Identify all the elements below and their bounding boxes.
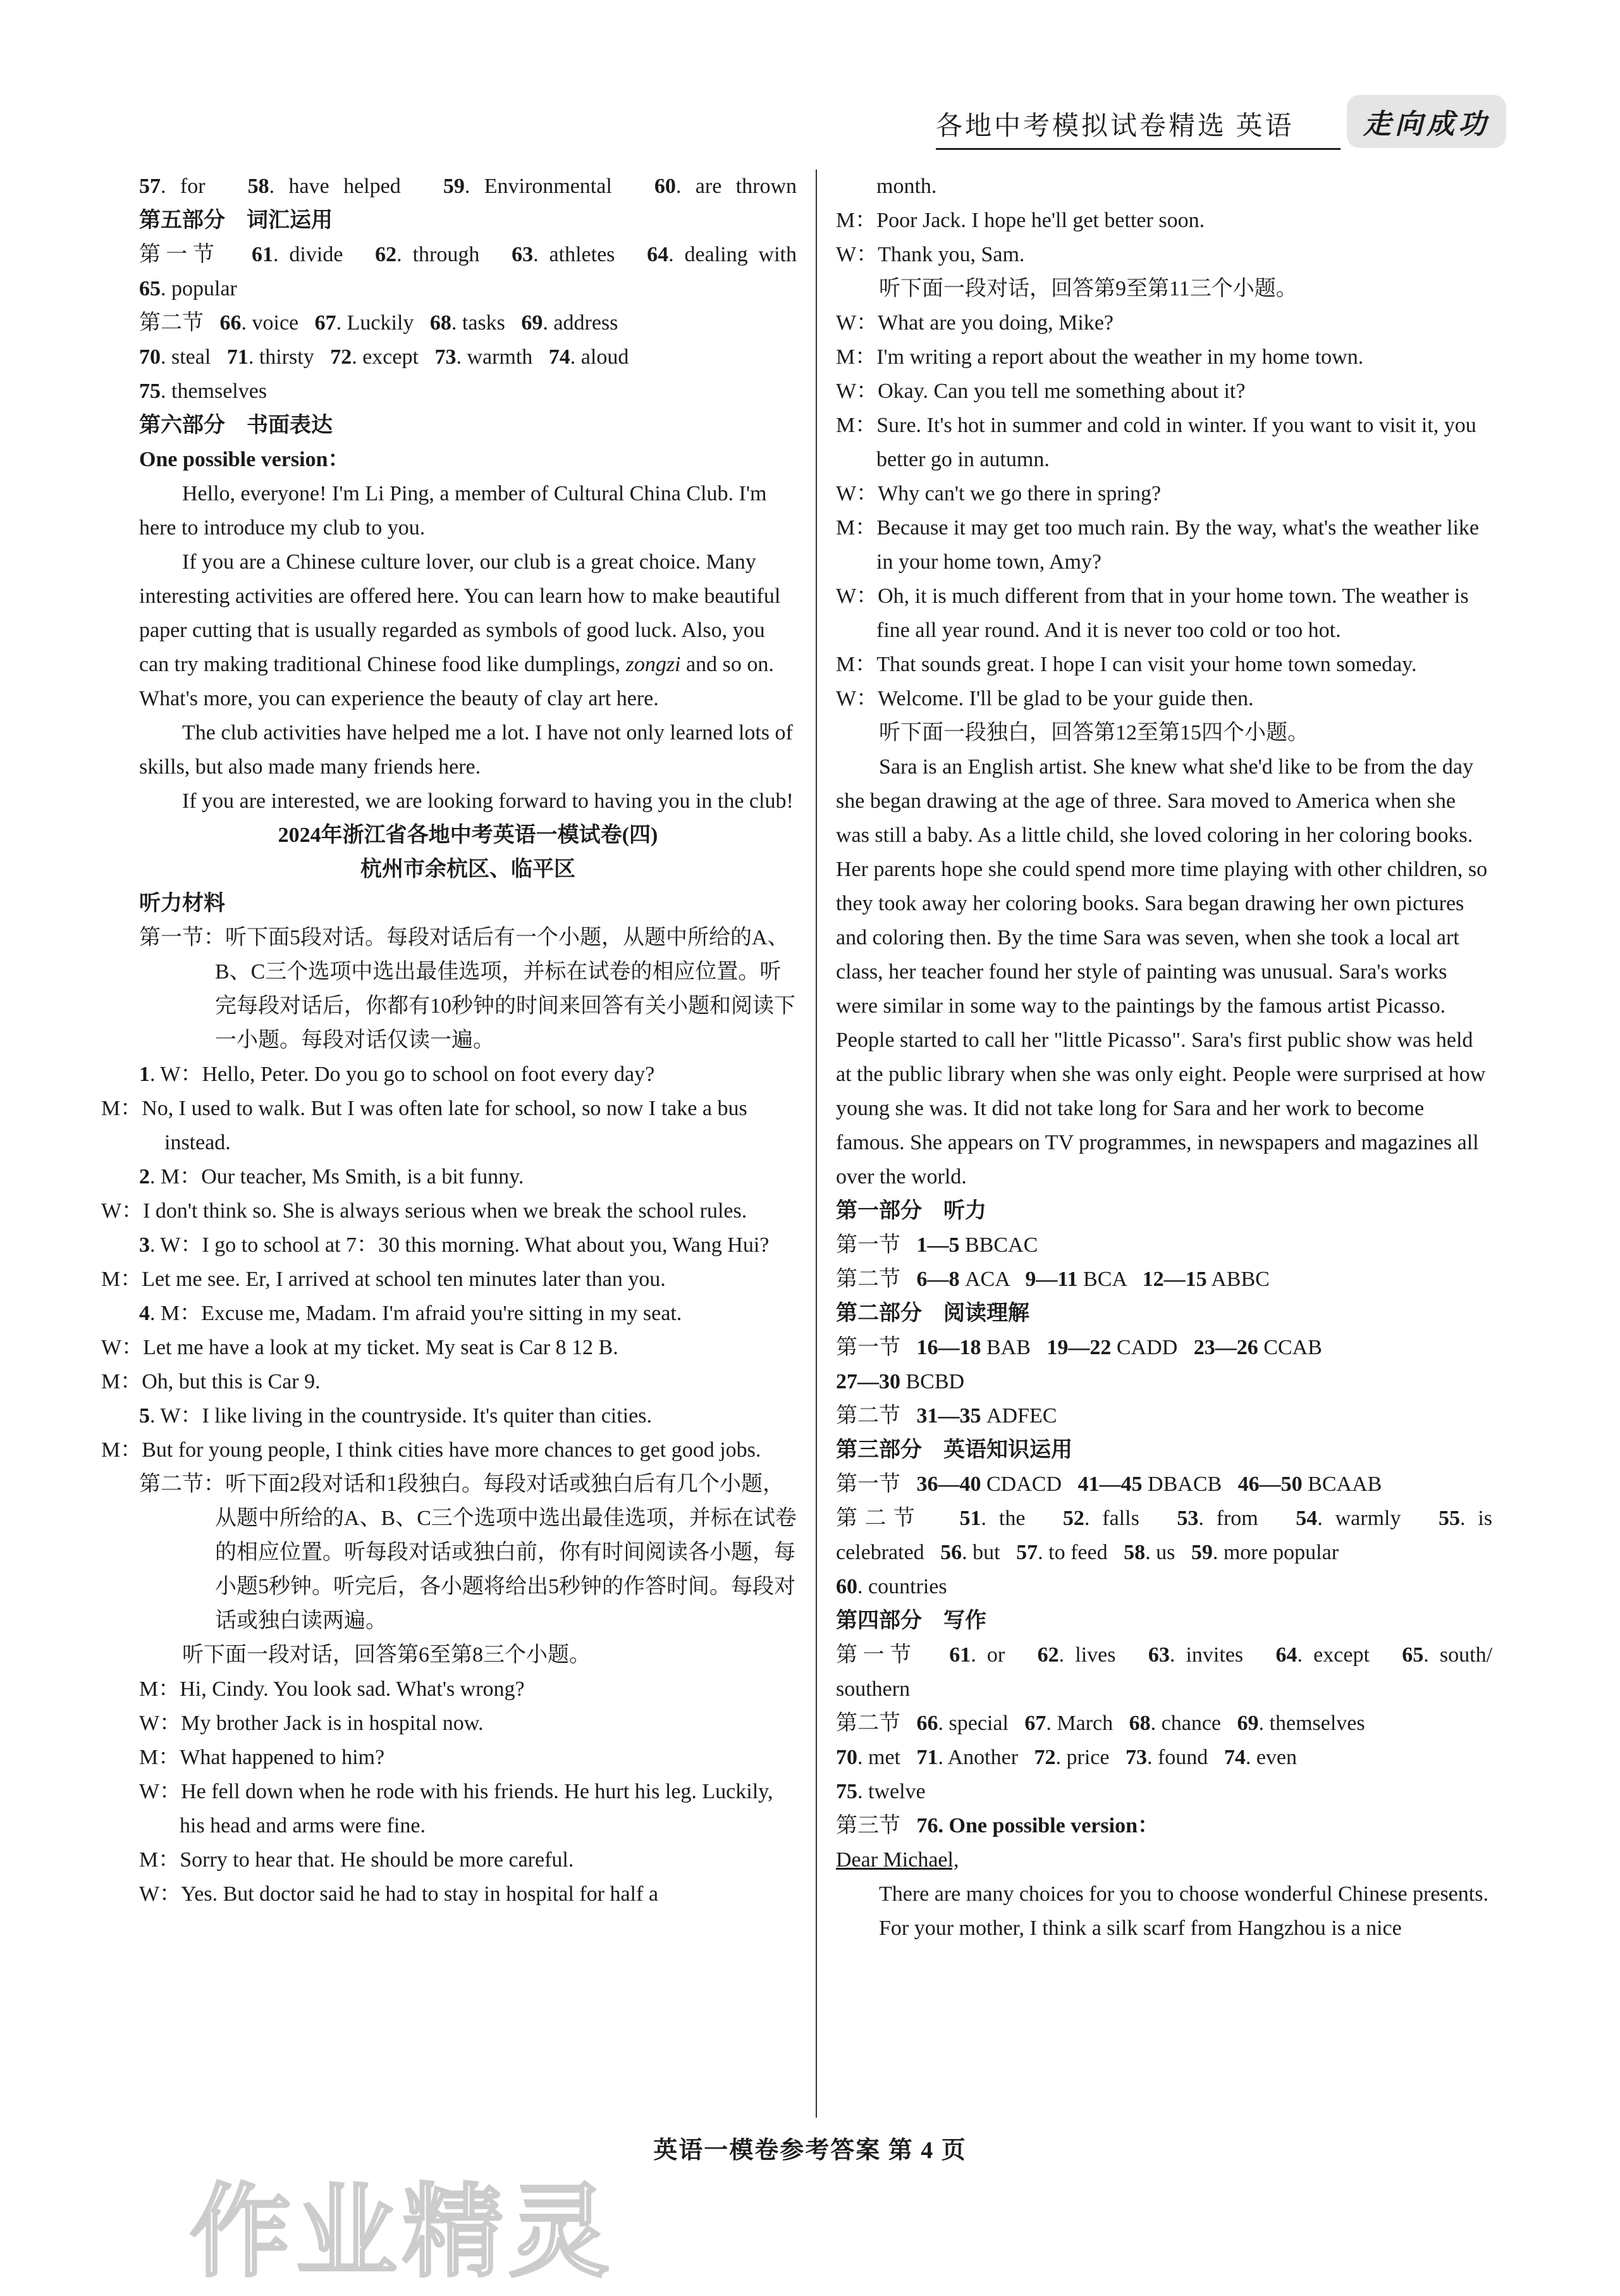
left-column-line: 听力材料 <box>139 892 225 915</box>
left-column-line: 1. W：Hello, Peter. Do you go to school on foot every day? <box>139 1063 655 1086</box>
right-column-line: 第四部分 写作 <box>836 1609 986 1633</box>
left-column-line: 第一节：听下面5段对话。每段对话后有一个小题，从题中所给的A、B、C三个选项中选出最佳选项，并标在试卷的相应位置。听完每段对话后，你都有10秒钟的时间来回答有关小题和阅读下一小题。每段对话仅读一遍。 <box>139 926 795 1052</box>
left-column-line: One possible version： <box>139 448 350 471</box>
right-column-line: 第一节 1—5 BBCAC <box>836 1233 1038 1257</box>
left-column-line: W：My brother Jack is in hospital now. <box>139 1712 484 1735</box>
right-column-line: W：Thank you, Sam. <box>836 243 1025 266</box>
right-column-line: Sara is an English artist. She knew what she'd like to be from the day she began drawing at the age of three. Sara moved to America when she was still a baby. As a little child, she loved coloring in her coloring books. Her parents hope she could spend more time playing with other children, so they took away her coloring books. Sara began drawing her own pictures and coloring then. By the time Sara was seven, when she took a local art class, her teacher found her style of painting was unusual. Sara's works were similar in some way to the paintings by the famous artist Picasso. People started to call her "little Picasso". Sara's first public show was held at the public library when she was only eight. People were surprised at how young she was. It did not take long for Sara and her work to become famous. She appears on TV programmes, in newspapers and magazines all over the world. <box>836 755 1488 1188</box>
left-column-line: Hello, everyone! I'm Li Ping, a member of Cultural China Club. I'm here to introduce my club to you. <box>139 482 767 540</box>
right-column-line: 第三节 76. One possible version： <box>836 1814 1159 1837</box>
right-column-line: M：I'm writing a report about the weather in my home town. <box>836 345 1364 369</box>
right-column-line: 第二节 51. the 52. falls 53. from 54. warmly 55. is <box>836 1507 1492 1530</box>
left-column-line: 第六部分 书面表达 <box>139 414 333 437</box>
right-column <box>836 170 1492 1946</box>
right-column-line: For your mother, I think a silk scarf from Hangzhou is a nice <box>879 1916 1402 1940</box>
left-column-line: 第五部分 词汇运用 <box>139 209 333 232</box>
right-column-line: 第一节 61. or 62. lives 63. invites 64. except 65. south/ <box>836 1643 1493 1667</box>
left-column-line: 3. W：I go to school at 7：30 this morning. What about you, Wang Hui? <box>139 1233 770 1257</box>
header-title: 各地中考模拟试卷精选 英语 <box>936 112 1294 141</box>
right-column-line: 第一部分 听力 <box>836 1199 986 1223</box>
left-column-line: W：Yes. But doctor said he had to stay in hospital for half a <box>139 1882 658 1906</box>
right-column-line: 第二节 6—8 ACA 9—11 BCA 12—15 ABBC <box>836 1268 1270 1291</box>
right-column-line: 第二部分 阅读理解 <box>836 1302 1029 1325</box>
left-column-line: W：He fell down when he rode with his friends. He hurt his leg. Luckily, his head and arms were fine. <box>139 1780 773 1837</box>
left-column-line: 第二节：听下面2段对话和1段独白。每段对话或独白后有几个小题，从题中所给的A、B、C三个选项中选出最佳选项，并标在试卷的相应位置。听每段对话或独白前，你有时间阅读各小题，每小题5秒钟。听完后，各小题将给出5秒钟的作答时间。每段对话或独白读两遍。 <box>139 1472 797 1633</box>
left-column-line: 75. themselves <box>139 380 267 403</box>
header-rule <box>936 148 1341 150</box>
left-column-line: 2024年浙江省各地中考英语一模试卷(四) <box>278 824 658 847</box>
left-column-line: 第一节 61. divide 62. through 63. athletes 64. dealing with <box>139 243 797 266</box>
right-column-line: W：Oh, it is much different from that in your home town. The weather is fine all year round. And it is never too cold or too hot. <box>836 584 1469 642</box>
left-column-line: If you are a Chinese culture lover, our club is a great choice. Many interesting activities are offered here. You can learn how to make beautiful paper cutting that is usually regarded as symbols of good luck. Also, you can try making traditional Chinese food like dumplings, zongzi and so on. What's more, you can experience the beauty of clay art here. <box>139 550 781 710</box>
right-column-line: 第一节 16—18 BAB 19—22 CADD 23—26 CCAB <box>836 1336 1322 1359</box>
right-column-line: M：Because it may get too much rain. By the way, what's the weather like in your home town, Amy? <box>836 516 1480 574</box>
left-column-line: 2. M：Our teacher, Ms Smith, is a bit funny. <box>139 1165 524 1188</box>
left-column-line: 70. steal 71. thirsty 72. except 73. warmth 74. aloud <box>139 345 629 369</box>
left-column-line: M：Let me see. Er, I arrived at school ten minutes later than you. <box>101 1268 666 1291</box>
left-column <box>101 170 797 1911</box>
right-column-line: month. <box>876 175 937 198</box>
column-divider <box>816 170 817 2118</box>
left-column-line: M：What happened to him? <box>139 1746 385 1769</box>
right-column-line: W：Why can't we go there in spring? <box>836 482 1162 505</box>
left-column-line: W：I don't think so. She is always serious when we break the school rules. <box>101 1199 747 1223</box>
right-column-line: 60. countries <box>836 1575 947 1598</box>
right-column-line: celebrated 56. but 57. to feed 58. us 59. more popular <box>836 1541 1339 1564</box>
right-column-line: 第一节 36—40 CDACD 41—45 DBACB 46—50 BCAAB <box>836 1472 1382 1496</box>
watermark: 作业精灵 <box>190 2173 615 2291</box>
right-column-line: 27—30 BCBD <box>836 1370 965 1393</box>
left-column-line: M：Oh, but this is Car 9. <box>101 1370 321 1393</box>
left-column-line: W：Let me have a look at my ticket. My seat is Car 8 12 B. <box>101 1336 618 1359</box>
left-column-line: If you are interested, we are looking forward to having you in the club! <box>182 789 794 813</box>
left-column-line: 5. W：I like living in the countryside. It's quiter than cities. <box>139 1404 652 1428</box>
right-column-line: Dear Michael, <box>836 1848 959 1872</box>
left-column-line: The club activities have helped me a lot. I have not only learned lots of skills, but also made many friends here. <box>139 721 793 779</box>
right-column-line: 75. twelve <box>836 1780 926 1803</box>
left-column-line: M：Sorry to hear that. He should be more careful. <box>139 1848 574 1872</box>
left-column-line: M：But for young people, I think cities have more chances to get good jobs. <box>101 1438 761 1462</box>
right-column-line: 听下面一段独白，回答第12至第15四个小题。 <box>879 721 1309 744</box>
right-column-line: M：That sounds great. I hope I can visit your home town someday. <box>836 653 1417 676</box>
right-column-line: W：Okay. Can you tell me something about it? <box>836 380 1246 403</box>
right-column-line: M：Sure. It's hot in summer and cold in winter. If you want to visit it, you better go in autumn. <box>836 414 1476 471</box>
right-column-line: southern <box>836 1677 911 1701</box>
right-column-line: W：What are you doing, Mike? <box>836 311 1114 335</box>
page-footer: 英语一模卷参考答案 第 4 页 <box>653 2137 967 2164</box>
right-column-line: M：Poor Jack. I hope he'll get better soon. <box>836 209 1205 232</box>
brand-logo: 走向成功 <box>1347 95 1506 148</box>
right-column-line: 第二节 31—35 ADFEC <box>836 1404 1057 1428</box>
left-column-line: 4. M：Excuse me, Madam. I'm afraid you're sitting in my seat. <box>139 1302 682 1325</box>
right-column-line: 70. met 71. Another 72. price 73. found 74. even <box>836 1746 1297 1769</box>
left-column-line: 第二节 66. voice 67. Luckily 68. tasks 69. address <box>139 311 618 335</box>
right-column-line: 第三部分 英语知识运用 <box>836 1438 1072 1462</box>
left-column-line: 听下面一段对话，回答第6至第8三个小题。 <box>182 1643 591 1667</box>
left-column-line: M：Hi, Cindy. You look sad. What's wrong? <box>139 1677 525 1701</box>
left-column-line: 杭州市余杭区、临平区 <box>360 858 575 881</box>
left-column-line: 57. for 58. have helped 59. Environmental 60. are thrown <box>139 175 797 198</box>
right-column-line: 听下面一段对话，回答第9至第11三个小题。 <box>879 277 1298 300</box>
right-column-line: There are many choices for you to choose wonderful Chinese presents. <box>879 1882 1488 1906</box>
left-column-line: 65. popular <box>139 277 237 300</box>
right-column-line: 第二节 66. special 67. March 68. chance 69. themselves <box>836 1712 1365 1735</box>
left-column-line: M：No, I used to walk. But I was often late for school, so now I take a bus instead. <box>101 1097 747 1154</box>
right-column-line: W：Welcome. I'll be glad to be your guide then. <box>836 687 1254 710</box>
